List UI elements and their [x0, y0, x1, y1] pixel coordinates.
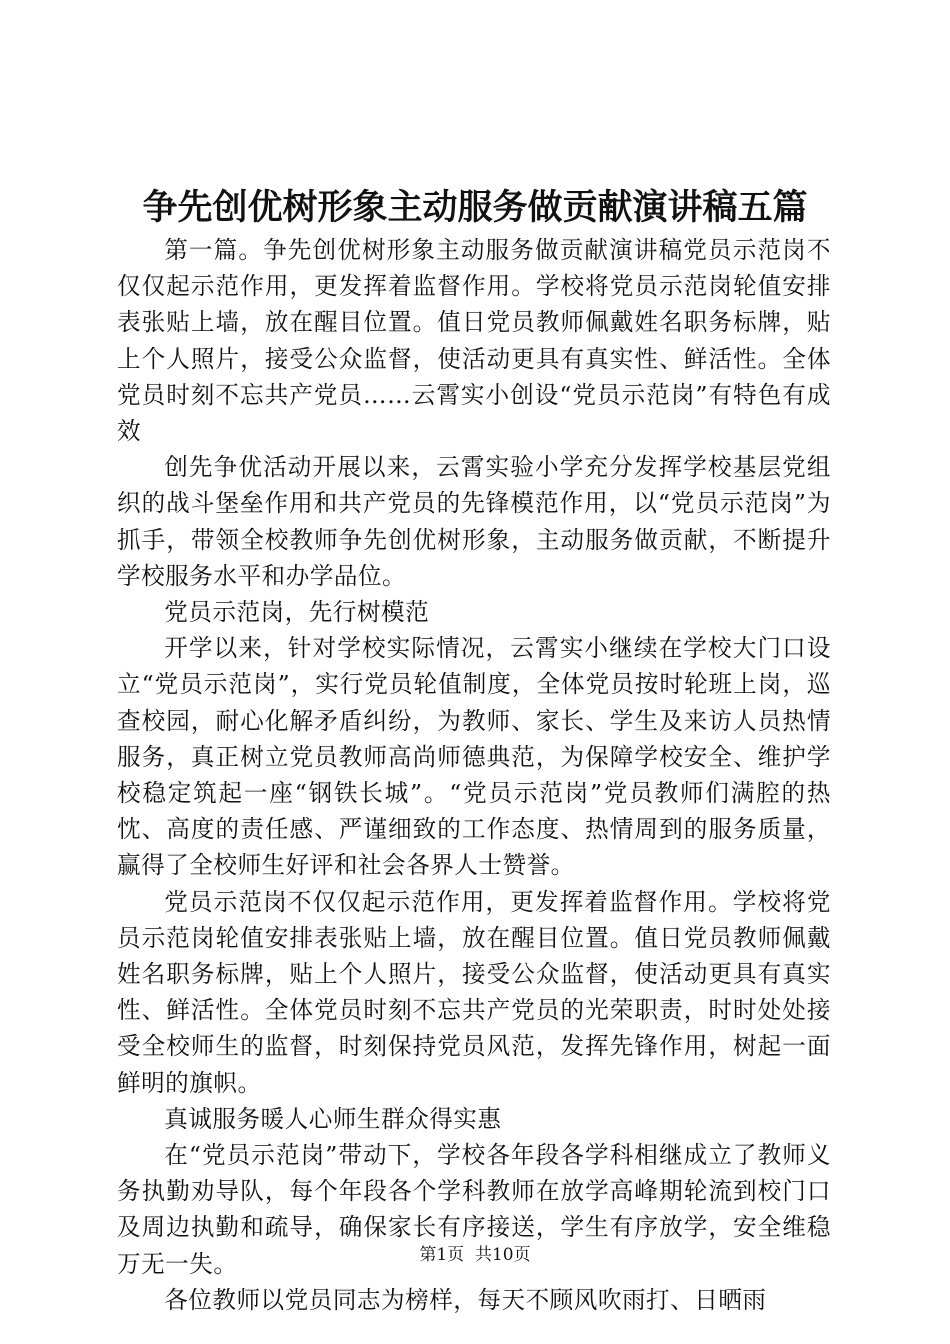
paragraph: 党员示范岗不仅仅起示范作用，更发挥着监督作用。学校将党员示范岗轮值安排表张贴上墙，放在醒目位置。值日党员教师佩戴姓名职务标牌，贴上个人照片，接受公众监督，使活动更具有真实性、鲜活性。全体党员时刻不忘共产党员的光荣职责，时时处处接受全校师生的监督，时刻保持党员风范，发挥先锋作用，树起一面鲜明的旗帜。 [117, 887, 831, 1097]
paragraph: 创先争优活动开展以来，云霄实验小学充分发挥学校基层党组织的战斗堡垒作用和共产党员的先锋模范作用，以“党员示范岗”为抓手，带领全校教师争先创优树形象，主动服务做贡献，不断提升学校服务水平和办学品位。 [117, 453, 831, 590]
paragraph: 在“党员示范岗”带动下，学校各年段各学科相继成立了教师义务执勤劝导队，每个年段各个学科教师在放学高峰期轮流到校门口及周边执勤和疏导，确保家长有序接送，学生有序放学，安全维稳万无一失。 [117, 1141, 831, 1278]
section-heading: 真诚服务暖人心师生群众得实惠 [164, 1104, 502, 1133]
paragraph: 各位教师以党员同志为榜样，每天不顾风吹雨打、日晒雨 [164, 1285, 767, 1314]
paragraph: 第一篇。争先创优树形象主动服务做贡献演讲稿党员示范岗不仅仅起示范作用，更发挥着监督作用。学校将党员示范岗轮值安排表张贴上墙，放在醒目位置。值日党员教师佩戴姓名职务标牌，贴上个人照片，接受公众监督，使活动更具有真实性、鲜活性。全体党员时刻不忘共产党员……云霄实小创设“党员示范岗”有特色有成效 [117, 236, 831, 446]
document-body [117, 232, 831, 1318]
page-footer [0, 1244, 950, 1266]
section-heading: 党员示范岗，先行树模范 [164, 598, 430, 627]
document-title: 争先创优树形象主动服务做贡献演讲稿五篇 [142, 187, 808, 228]
page-number-label: 第1页 共10页 [419, 1245, 531, 1265]
paragraph: 开学以来，针对学校实际情况，云霄实小继续在学校大门口设立“党员示范岗”，实行党员轮值制度，全体党员按时轮班上岗，巡查校园，耐心化解矛盾纠纷，为教师、家长、学生及来访人员热情服务，真正树立党员教师高尚师德典范，为保障学校安全、维护学校稳定筑起一座“钢铁长城”。“党员示范岗”党员教师们满腔的热忱、高度的责任感、严谨细致的工作态度、热情周到的服务质量，赢得了全校师生好评和社会各界人士赞誉。 [117, 634, 831, 880]
